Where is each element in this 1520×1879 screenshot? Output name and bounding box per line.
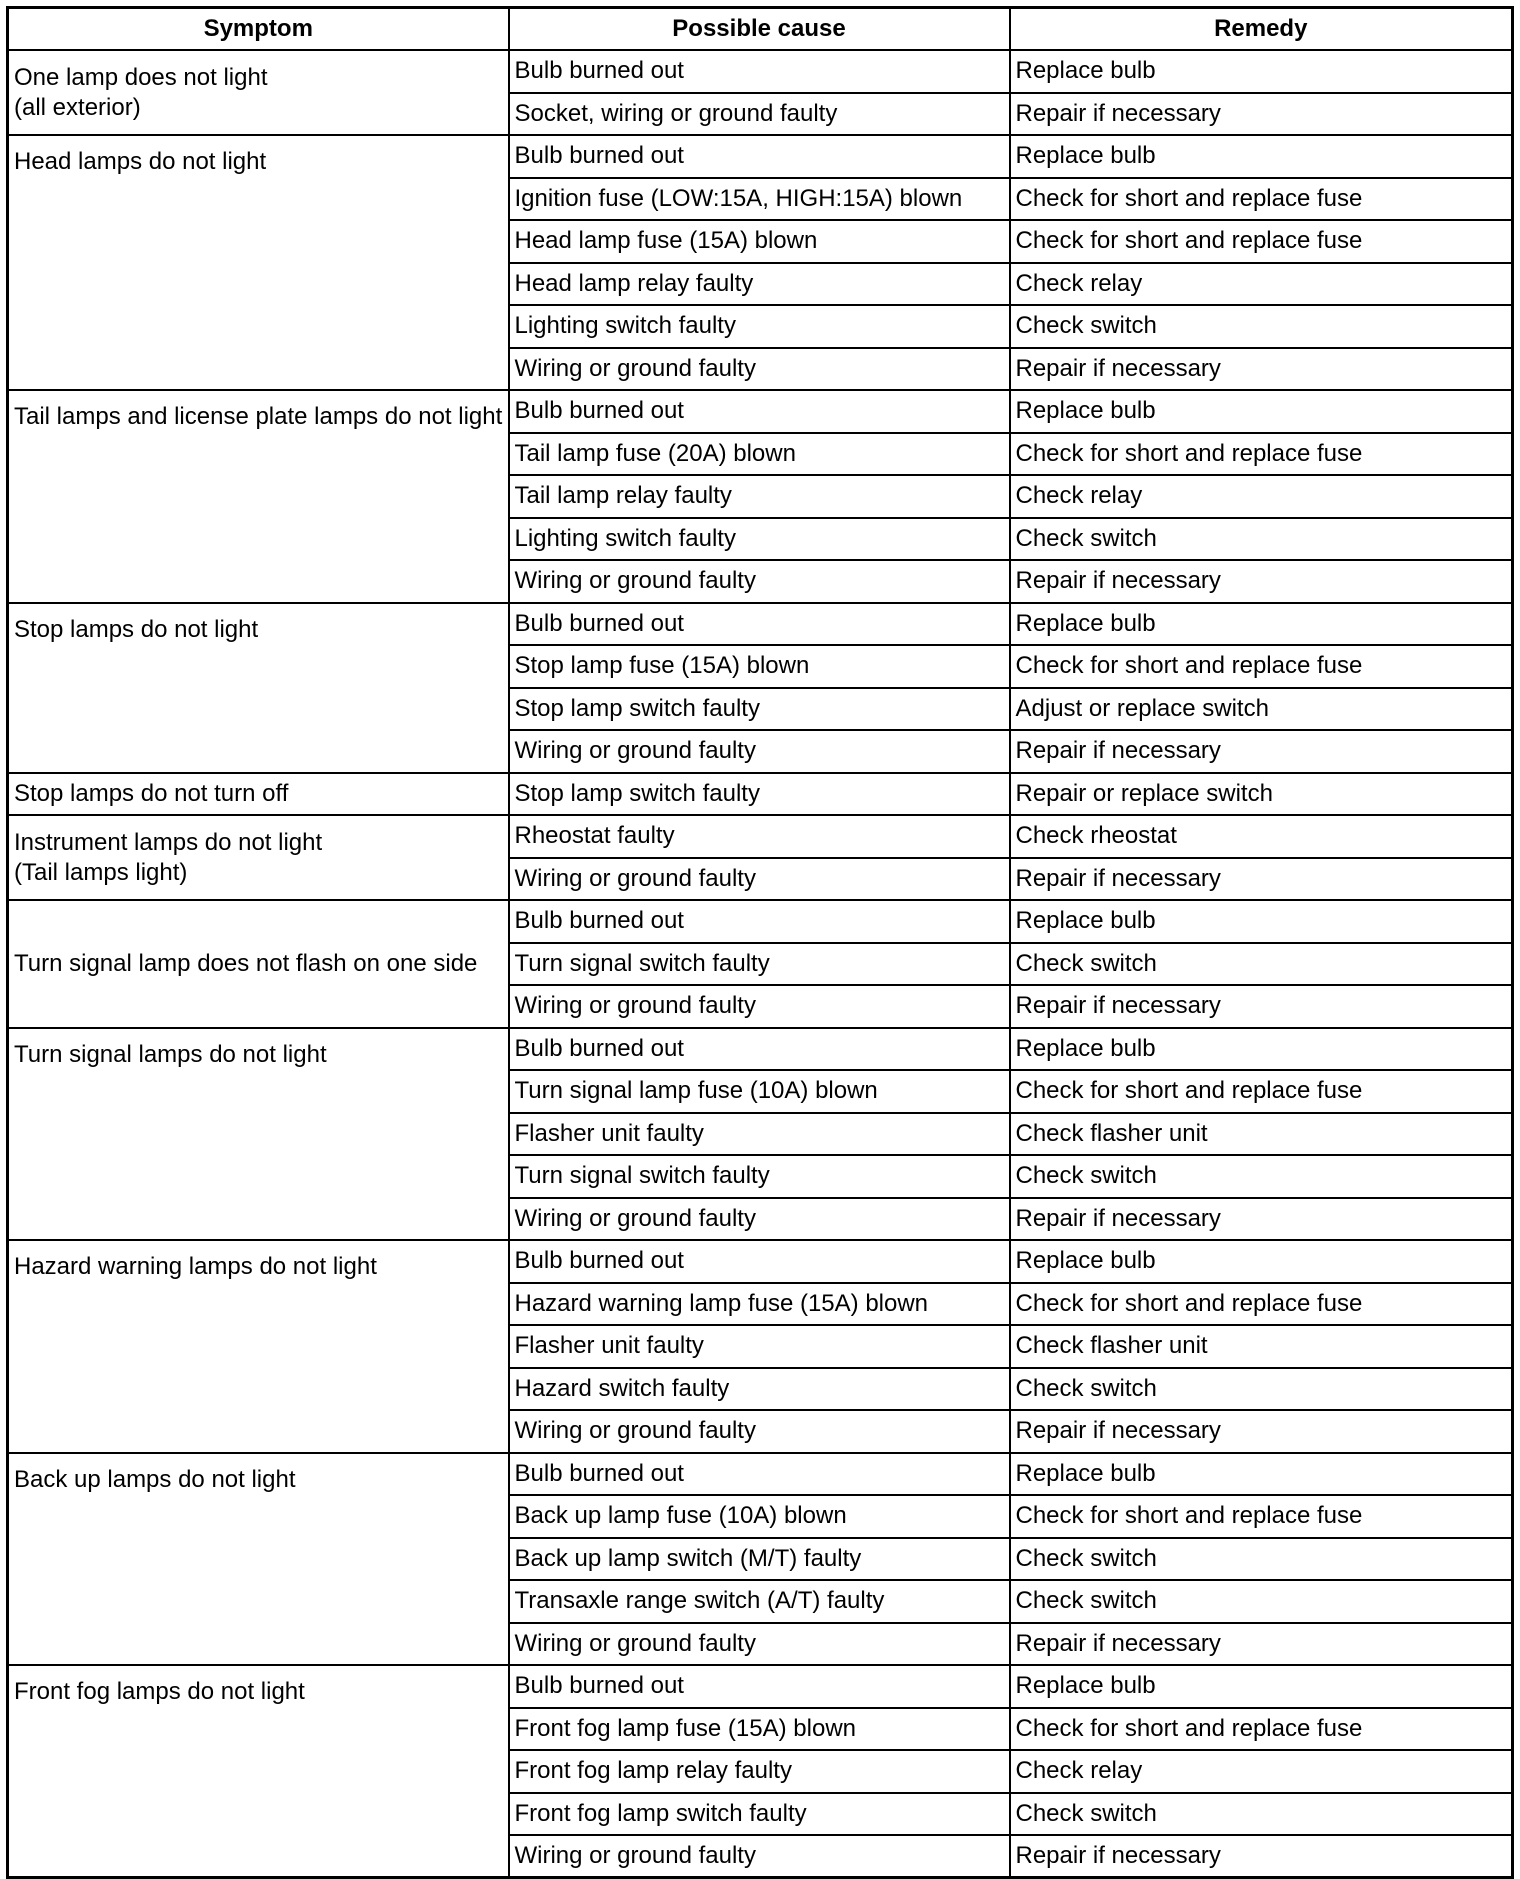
cause-cell: Bulb burned out bbox=[509, 1240, 1010, 1283]
cause-cell: Flasher unit faulty bbox=[509, 1325, 1010, 1368]
remedy-cell: Replace bulb bbox=[1010, 50, 1513, 93]
remedy-cell: Check for short and replace fuse bbox=[1010, 433, 1513, 476]
symptom-cell bbox=[8, 1240, 509, 1453]
cause-cell: Hazard warning lamp fuse (15A) blown bbox=[509, 1283, 1010, 1326]
remedy-cell: Check flasher unit bbox=[1010, 1113, 1513, 1156]
remedy-cell: Check relay bbox=[1010, 475, 1513, 518]
cause-cell: Hazard switch faulty bbox=[509, 1368, 1010, 1411]
remedy-cell: Check switch bbox=[1010, 518, 1513, 561]
cause-cell: Back up lamp fuse (10A) blown bbox=[509, 1495, 1010, 1538]
cause-cell: Wiring or ground faulty bbox=[509, 985, 1010, 1028]
remedy-cell: Replace bulb bbox=[1010, 603, 1513, 646]
remedy-cell: Check relay bbox=[1010, 263, 1513, 306]
cause-cell: Head lamp relay faulty bbox=[509, 263, 1010, 306]
symptom-text: Front fog lamps do not light bbox=[14, 1678, 305, 1705]
symptom-text: (all exterior) bbox=[14, 93, 141, 121]
cause-cell: Socket, wiring or ground faulty bbox=[509, 93, 1010, 136]
cause-cell: Wiring or ground faulty bbox=[509, 1623, 1010, 1666]
symptom-cell bbox=[8, 135, 509, 390]
symptom-text: Stop lamps do not light bbox=[14, 615, 259, 643]
cause-cell: Front fog lamp relay faulty bbox=[509, 1750, 1010, 1793]
cause-cell: Flasher unit faulty bbox=[509, 1113, 1010, 1156]
remedy-cell: Check switch bbox=[1010, 305, 1513, 348]
remedy-cell: Check switch bbox=[1010, 1538, 1513, 1581]
remedy-cell: Repair if necessary bbox=[1010, 93, 1513, 136]
remedy-cell: Adjust or replace switch bbox=[1010, 688, 1513, 731]
remedy-cell: Check for short and replace fuse bbox=[1010, 1495, 1513, 1538]
remedy-cell: Repair if necessary bbox=[1010, 560, 1513, 603]
cause-cell: Bulb burned out bbox=[509, 1453, 1010, 1496]
remedy-cell: Check relay bbox=[1010, 1750, 1513, 1793]
symptom-text: Head lamps do not light bbox=[14, 148, 267, 175]
cause-cell: Wiring or ground faulty bbox=[509, 348, 1010, 391]
cause-cell: Wiring or ground faulty bbox=[509, 1198, 1010, 1241]
cause-cell: Ignition fuse (LOW:15A, HIGH:15A) blown bbox=[509, 178, 1010, 221]
symptom-text: (Tail lamps light) bbox=[14, 858, 188, 886]
remedy-cell: Check for short and replace fuse bbox=[1010, 1283, 1513, 1326]
cause-cell: Stop lamp switch faulty bbox=[509, 688, 1010, 731]
cause-cell: Wiring or ground faulty bbox=[509, 560, 1010, 603]
cause-cell: Turn signal lamp fuse (10A) blown bbox=[509, 1070, 1010, 1113]
table-header bbox=[8, 8, 1513, 51]
symptom-cell bbox=[8, 603, 509, 773]
cause-cell: Bulb burned out bbox=[509, 390, 1010, 433]
header-remedy: Remedy bbox=[1010, 8, 1513, 51]
cause-cell: Turn signal switch faulty bbox=[509, 1155, 1010, 1198]
table-row bbox=[8, 135, 1513, 178]
table-row bbox=[8, 50, 1513, 93]
remedy-cell: Replace bulb bbox=[1010, 390, 1513, 433]
remedy-cell: Check for short and replace fuse bbox=[1010, 178, 1513, 221]
remedy-cell: Replace bulb bbox=[1010, 1240, 1513, 1283]
cause-cell: Lighting switch faulty bbox=[509, 305, 1010, 348]
remedy-cell: Repair if necessary bbox=[1010, 730, 1513, 773]
cause-cell: Tail lamp fuse (20A) blown bbox=[509, 433, 1010, 476]
symptom-cell bbox=[8, 1028, 509, 1241]
symptom-cell bbox=[8, 773, 509, 816]
remedy-cell: Repair if necessary bbox=[1010, 1198, 1513, 1241]
symptom-text: Stop lamps do not turn off bbox=[14, 779, 289, 807]
cause-cell: Wiring or ground faulty bbox=[509, 730, 1010, 773]
remedy-cell: Replace bulb bbox=[1010, 900, 1513, 943]
cause-cell: Stop lamp fuse (15A) blown bbox=[509, 645, 1010, 688]
cause-cell: Wiring or ground faulty bbox=[509, 1835, 1010, 1878]
remedy-cell: Check rheostat bbox=[1010, 815, 1513, 858]
symptom-text: Turn signal lamps do not light bbox=[14, 1040, 327, 1068]
table-row bbox=[8, 1665, 1513, 1708]
remedy-cell: Check for short and replace fuse bbox=[1010, 1708, 1513, 1751]
symptom-cell bbox=[8, 815, 509, 900]
cause-cell: Bulb burned out bbox=[509, 1665, 1010, 1708]
remedy-cell: Check for short and replace fuse bbox=[1010, 220, 1513, 263]
symptom-cell bbox=[8, 50, 509, 135]
table-row bbox=[8, 390, 1513, 433]
remedy-cell: Repair if necessary bbox=[1010, 858, 1513, 901]
symptom-cell bbox=[8, 900, 509, 1028]
cause-cell: Rheostat faulty bbox=[509, 815, 1010, 858]
symptom-text: Hazard warning lamps do not light bbox=[14, 1253, 377, 1280]
remedy-cell: Check switch bbox=[1010, 1155, 1513, 1198]
table-body bbox=[8, 50, 1513, 1878]
cause-cell: Bulb burned out bbox=[509, 50, 1010, 93]
cause-cell: Turn signal switch faulty bbox=[509, 943, 1010, 986]
remedy-cell: Replace bulb bbox=[1010, 1665, 1513, 1708]
table-row bbox=[8, 603, 1513, 646]
symptom-cell bbox=[8, 1665, 509, 1878]
cause-cell: Wiring or ground faulty bbox=[509, 1410, 1010, 1453]
cause-cell: Bulb burned out bbox=[509, 603, 1010, 646]
cause-cell: Bulb burned out bbox=[509, 1028, 1010, 1071]
remedy-cell: Check for short and replace fuse bbox=[1010, 645, 1513, 688]
header-symptom: Symptom bbox=[8, 8, 509, 51]
symptom-cell bbox=[8, 1453, 509, 1666]
table-row bbox=[8, 900, 1513, 943]
symptom-cell bbox=[8, 390, 509, 603]
table-row bbox=[8, 1453, 1513, 1496]
cause-cell: Front fog lamp switch faulty bbox=[509, 1793, 1010, 1836]
symptom-text: Tail lamps and license plate lamps do not light bbox=[14, 403, 503, 430]
cause-cell: Transaxle range switch (A/T) faulty bbox=[509, 1580, 1010, 1623]
remedy-cell: Check switch bbox=[1010, 1793, 1513, 1836]
remedy-cell: Repair or replace switch bbox=[1010, 773, 1513, 816]
header-possible-cause: Possible cause bbox=[509, 8, 1010, 51]
remedy-cell: Replace bulb bbox=[1010, 1453, 1513, 1496]
cause-cell: Wiring or ground faulty bbox=[509, 858, 1010, 901]
remedy-cell: Check for short and replace fuse bbox=[1010, 1070, 1513, 1113]
troubleshooting-table bbox=[6, 6, 1514, 1879]
table-row bbox=[8, 1240, 1513, 1283]
cause-cell: Head lamp fuse (15A) blown bbox=[509, 220, 1010, 263]
remedy-cell: Repair if necessary bbox=[1010, 985, 1513, 1028]
remedy-cell: Check switch bbox=[1010, 1368, 1513, 1411]
cause-cell: Lighting switch faulty bbox=[509, 518, 1010, 561]
header-row bbox=[8, 8, 1513, 51]
symptom-text: Instrument lamps do not light bbox=[14, 828, 323, 856]
remedy-cell: Repair if necessary bbox=[1010, 1623, 1513, 1666]
symptom-text: Turn signal lamp does not flash on one side bbox=[14, 949, 478, 977]
table-row bbox=[8, 773, 1513, 816]
cause-cell: Back up lamp switch (M/T) faulty bbox=[509, 1538, 1010, 1581]
table-row bbox=[8, 815, 1513, 858]
cause-cell: Bulb burned out bbox=[509, 135, 1010, 178]
symptom-text: One lamp does not light bbox=[14, 63, 268, 91]
cause-cell: Tail lamp relay faulty bbox=[509, 475, 1010, 518]
remedy-cell: Repair if necessary bbox=[1010, 1410, 1513, 1453]
remedy-cell: Check switch bbox=[1010, 943, 1513, 986]
table-row bbox=[8, 1028, 1513, 1071]
remedy-cell: Replace bulb bbox=[1010, 135, 1513, 178]
remedy-cell: Replace bulb bbox=[1010, 1028, 1513, 1071]
cause-cell: Front fog lamp fuse (15A) blown bbox=[509, 1708, 1010, 1751]
remedy-cell: Repair if necessary bbox=[1010, 348, 1513, 391]
remedy-cell: Check flasher unit bbox=[1010, 1325, 1513, 1368]
cause-cell: Stop lamp switch faulty bbox=[509, 773, 1010, 816]
symptom-text: Back up lamps do not light bbox=[14, 1465, 296, 1493]
cause-cell: Bulb burned out bbox=[509, 900, 1010, 943]
remedy-cell: Repair if necessary bbox=[1010, 1835, 1513, 1878]
remedy-cell: Check switch bbox=[1010, 1580, 1513, 1623]
